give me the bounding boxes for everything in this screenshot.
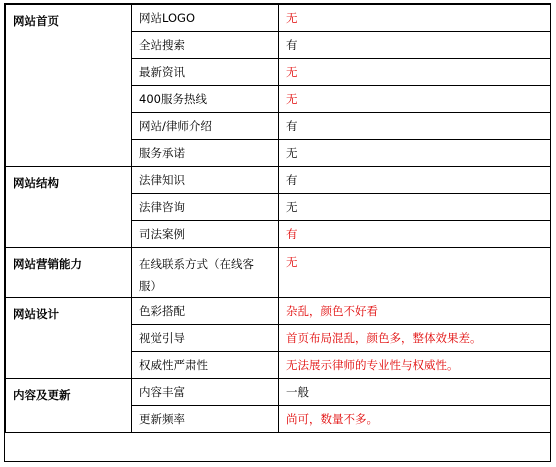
evaluation-table-container: [4, 3, 551, 462]
value-cell: 杂乱，颜色不好看: [279, 298, 551, 325]
value-cell: 一般: [279, 379, 551, 406]
item-cell: 网站LOGO: [132, 5, 279, 32]
table-row: [6, 5, 551, 32]
item-cell: 更新频率: [132, 406, 279, 433]
item-cell: 最新资讯: [132, 59, 279, 86]
item-cell: 视觉引导: [132, 325, 279, 352]
item-cell: 色彩搭配: [132, 298, 279, 325]
category-cell: 内容及更新: [6, 379, 132, 433]
value-cell: 尚可，数量不多。: [279, 406, 551, 433]
table-row: [6, 298, 551, 325]
table-row: [6, 379, 551, 406]
category-cell: 网站营销能力: [6, 248, 132, 298]
value-cell: 首页布局混乱，颜色多，整体效果差。: [279, 325, 551, 352]
item-cell: 内容丰富: [132, 379, 279, 406]
evaluation-table: [5, 4, 551, 433]
value-cell: 无法展示律师的专业性与权威性。: [279, 352, 551, 379]
value-cell: 无: [279, 59, 551, 86]
category-cell: 网站首页: [6, 5, 132, 167]
table-row: [6, 167, 551, 194]
item-cell: 法律知识: [132, 167, 279, 194]
item-cell: 在线联系方式（在线客服）: [132, 248, 279, 298]
item-cell: 400服务热线: [132, 86, 279, 113]
value-cell: 有: [279, 167, 551, 194]
item-cell: 法律咨询: [132, 194, 279, 221]
item-cell: 权威性严肃性: [132, 352, 279, 379]
value-cell: 有: [279, 221, 551, 248]
value-cell: 无: [279, 5, 551, 32]
value-cell: 有: [279, 113, 551, 140]
category-cell: 网站设计: [6, 298, 132, 379]
item-cell: 服务承诺: [132, 140, 279, 167]
item-cell: 网站/律师介绍: [132, 113, 279, 140]
item-cell: 全站搜索: [132, 32, 279, 59]
value-cell: 有: [279, 32, 551, 59]
value-cell: 无: [279, 248, 551, 298]
table-row: [6, 248, 551, 298]
category-cell: 网站结构: [6, 167, 132, 248]
value-cell: 无: [279, 86, 551, 113]
value-cell: 无: [279, 140, 551, 167]
value-cell: 无: [279, 194, 551, 221]
item-cell: 司法案例: [132, 221, 279, 248]
